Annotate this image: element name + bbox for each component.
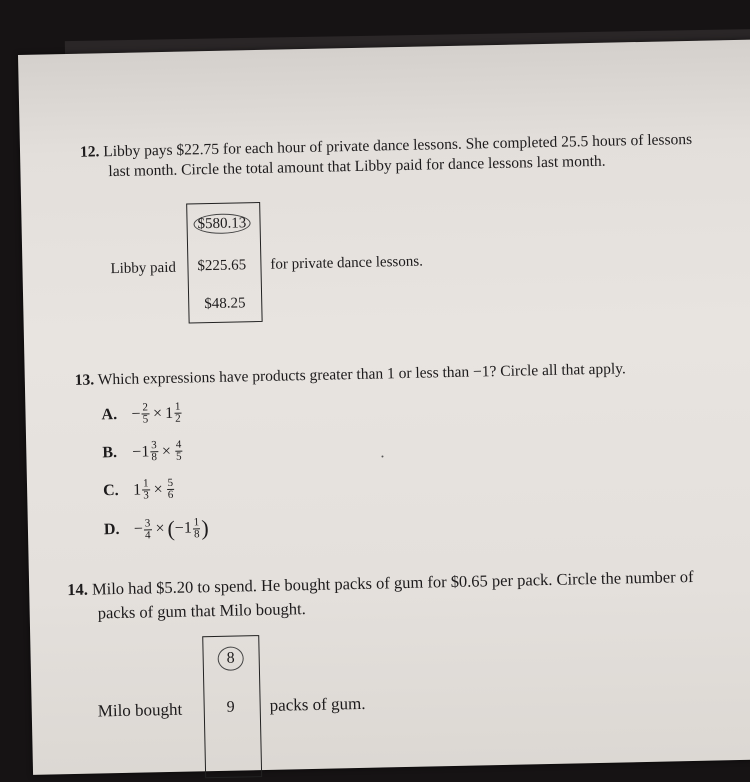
fraction-numerator: 4 xyxy=(175,438,182,451)
q13-prompt: Which expressions have products greater than 1 or less than −1? Circle all that apply. xyxy=(97,360,626,389)
q14-choice-1-text: 8 xyxy=(217,646,243,671)
q12-answer-suffix: for private dance lessons. xyxy=(270,253,424,273)
times-symbol: × xyxy=(152,404,163,422)
times-symbol: × xyxy=(161,442,172,460)
q13-option-d-sign-2: − xyxy=(174,519,185,537)
fraction-denominator: 6 xyxy=(167,488,174,501)
q14-answer-suffix: packs of gum. xyxy=(269,693,366,715)
q13-option-b-sign: − xyxy=(132,443,142,461)
pencil-mark xyxy=(381,455,383,457)
q13-option-d-fraction-2 xyxy=(193,517,201,540)
q13-option-c-fraction-2 xyxy=(166,478,174,501)
open-paren: ( xyxy=(167,515,176,541)
q13-option-b-fraction-2 xyxy=(175,440,183,463)
q14-answer-prefix: Milo bought xyxy=(97,699,183,721)
fraction-numerator: 3 xyxy=(151,439,157,452)
q12-text-1: Libby pays $22.75 for each hour of private dance lessons. She completed 25.5 hours of lessons xyxy=(103,130,693,161)
q12-answer-prefix: Libby paid xyxy=(110,259,177,278)
q13-option-d-sign: − xyxy=(133,520,144,538)
fraction-numerator: 1 xyxy=(174,400,181,413)
fraction-denominator: 8 xyxy=(151,451,158,464)
q13-option-a-sign: − xyxy=(131,405,141,423)
q12-choice-3[interactable]: $48.25 xyxy=(204,295,246,313)
fraction-denominator: 3 xyxy=(143,489,149,502)
q12-line-2: last month. Circle the total amount that Libby paid for dance lessons last month. xyxy=(108,152,606,181)
q14-text-1: Milo had $5.20 to spend. He bought packs of gum for $0.65 per pack. Circle the number of xyxy=(91,566,694,599)
q13-option-d[interactable] xyxy=(104,515,209,543)
fraction-denominator: 4 xyxy=(144,528,151,541)
worksheet-page xyxy=(18,39,750,775)
q12-choice-2[interactable]: $225.65 xyxy=(197,257,247,275)
q13-option-b[interactable] xyxy=(102,440,184,465)
q13-option-c-label: C. xyxy=(102,481,119,499)
fraction-numerator: 2 xyxy=(142,401,149,414)
q13-option-b-fraction-1 xyxy=(150,440,158,463)
fraction-numerator: 1 xyxy=(142,477,149,490)
q14-answer-box xyxy=(202,635,262,778)
q14-choice-1[interactable] xyxy=(217,646,243,671)
q13-option-d-fraction-1 xyxy=(144,518,152,541)
q13-option-c-whole-1: 1 xyxy=(132,481,142,499)
fraction-numerator: 3 xyxy=(144,516,151,529)
fraction-denominator: 5 xyxy=(175,450,182,463)
close-paren: ) xyxy=(201,515,209,541)
q13-number: 13. xyxy=(74,371,95,389)
q13-option-a-fraction-2 xyxy=(174,402,182,425)
fraction-denominator: 5 xyxy=(142,413,149,426)
q14-line-1 xyxy=(67,567,694,600)
q13-option-a-label: A. xyxy=(101,405,118,423)
q12-number: 12. xyxy=(79,143,100,161)
q13-option-d-label: D. xyxy=(103,520,120,539)
q13-option-a-fraction-1 xyxy=(141,402,149,425)
q14-line-2: packs of gum that Milo bought. xyxy=(97,599,306,623)
fraction-denominator: 8 xyxy=(193,527,200,540)
q13-option-d-whole-2: 1 xyxy=(183,519,193,537)
q13-option-b-label: B. xyxy=(102,443,118,461)
q13-option-c[interactable] xyxy=(103,478,175,503)
q13-option-b-whole-1: 1 xyxy=(141,442,150,461)
fraction-numerator: 5 xyxy=(167,476,174,489)
q14-number: 14. xyxy=(67,579,89,600)
q12-choice-1-text: $580.13 xyxy=(193,213,250,234)
fraction-numerator: 1 xyxy=(193,515,200,528)
q14-choice-2[interactable]: 9 xyxy=(226,698,235,716)
q13-line xyxy=(75,360,626,390)
q13-option-a-whole-2: 1 xyxy=(164,404,174,422)
q13-option-c-fraction-1 xyxy=(142,478,150,501)
q12-choice-1[interactable] xyxy=(193,215,250,233)
fraction-denominator: 2 xyxy=(175,412,181,425)
q13-option-a[interactable] xyxy=(101,402,183,427)
times-symbol: × xyxy=(153,480,163,498)
times-symbol: × xyxy=(155,520,165,538)
q12-answer-box xyxy=(186,202,262,324)
